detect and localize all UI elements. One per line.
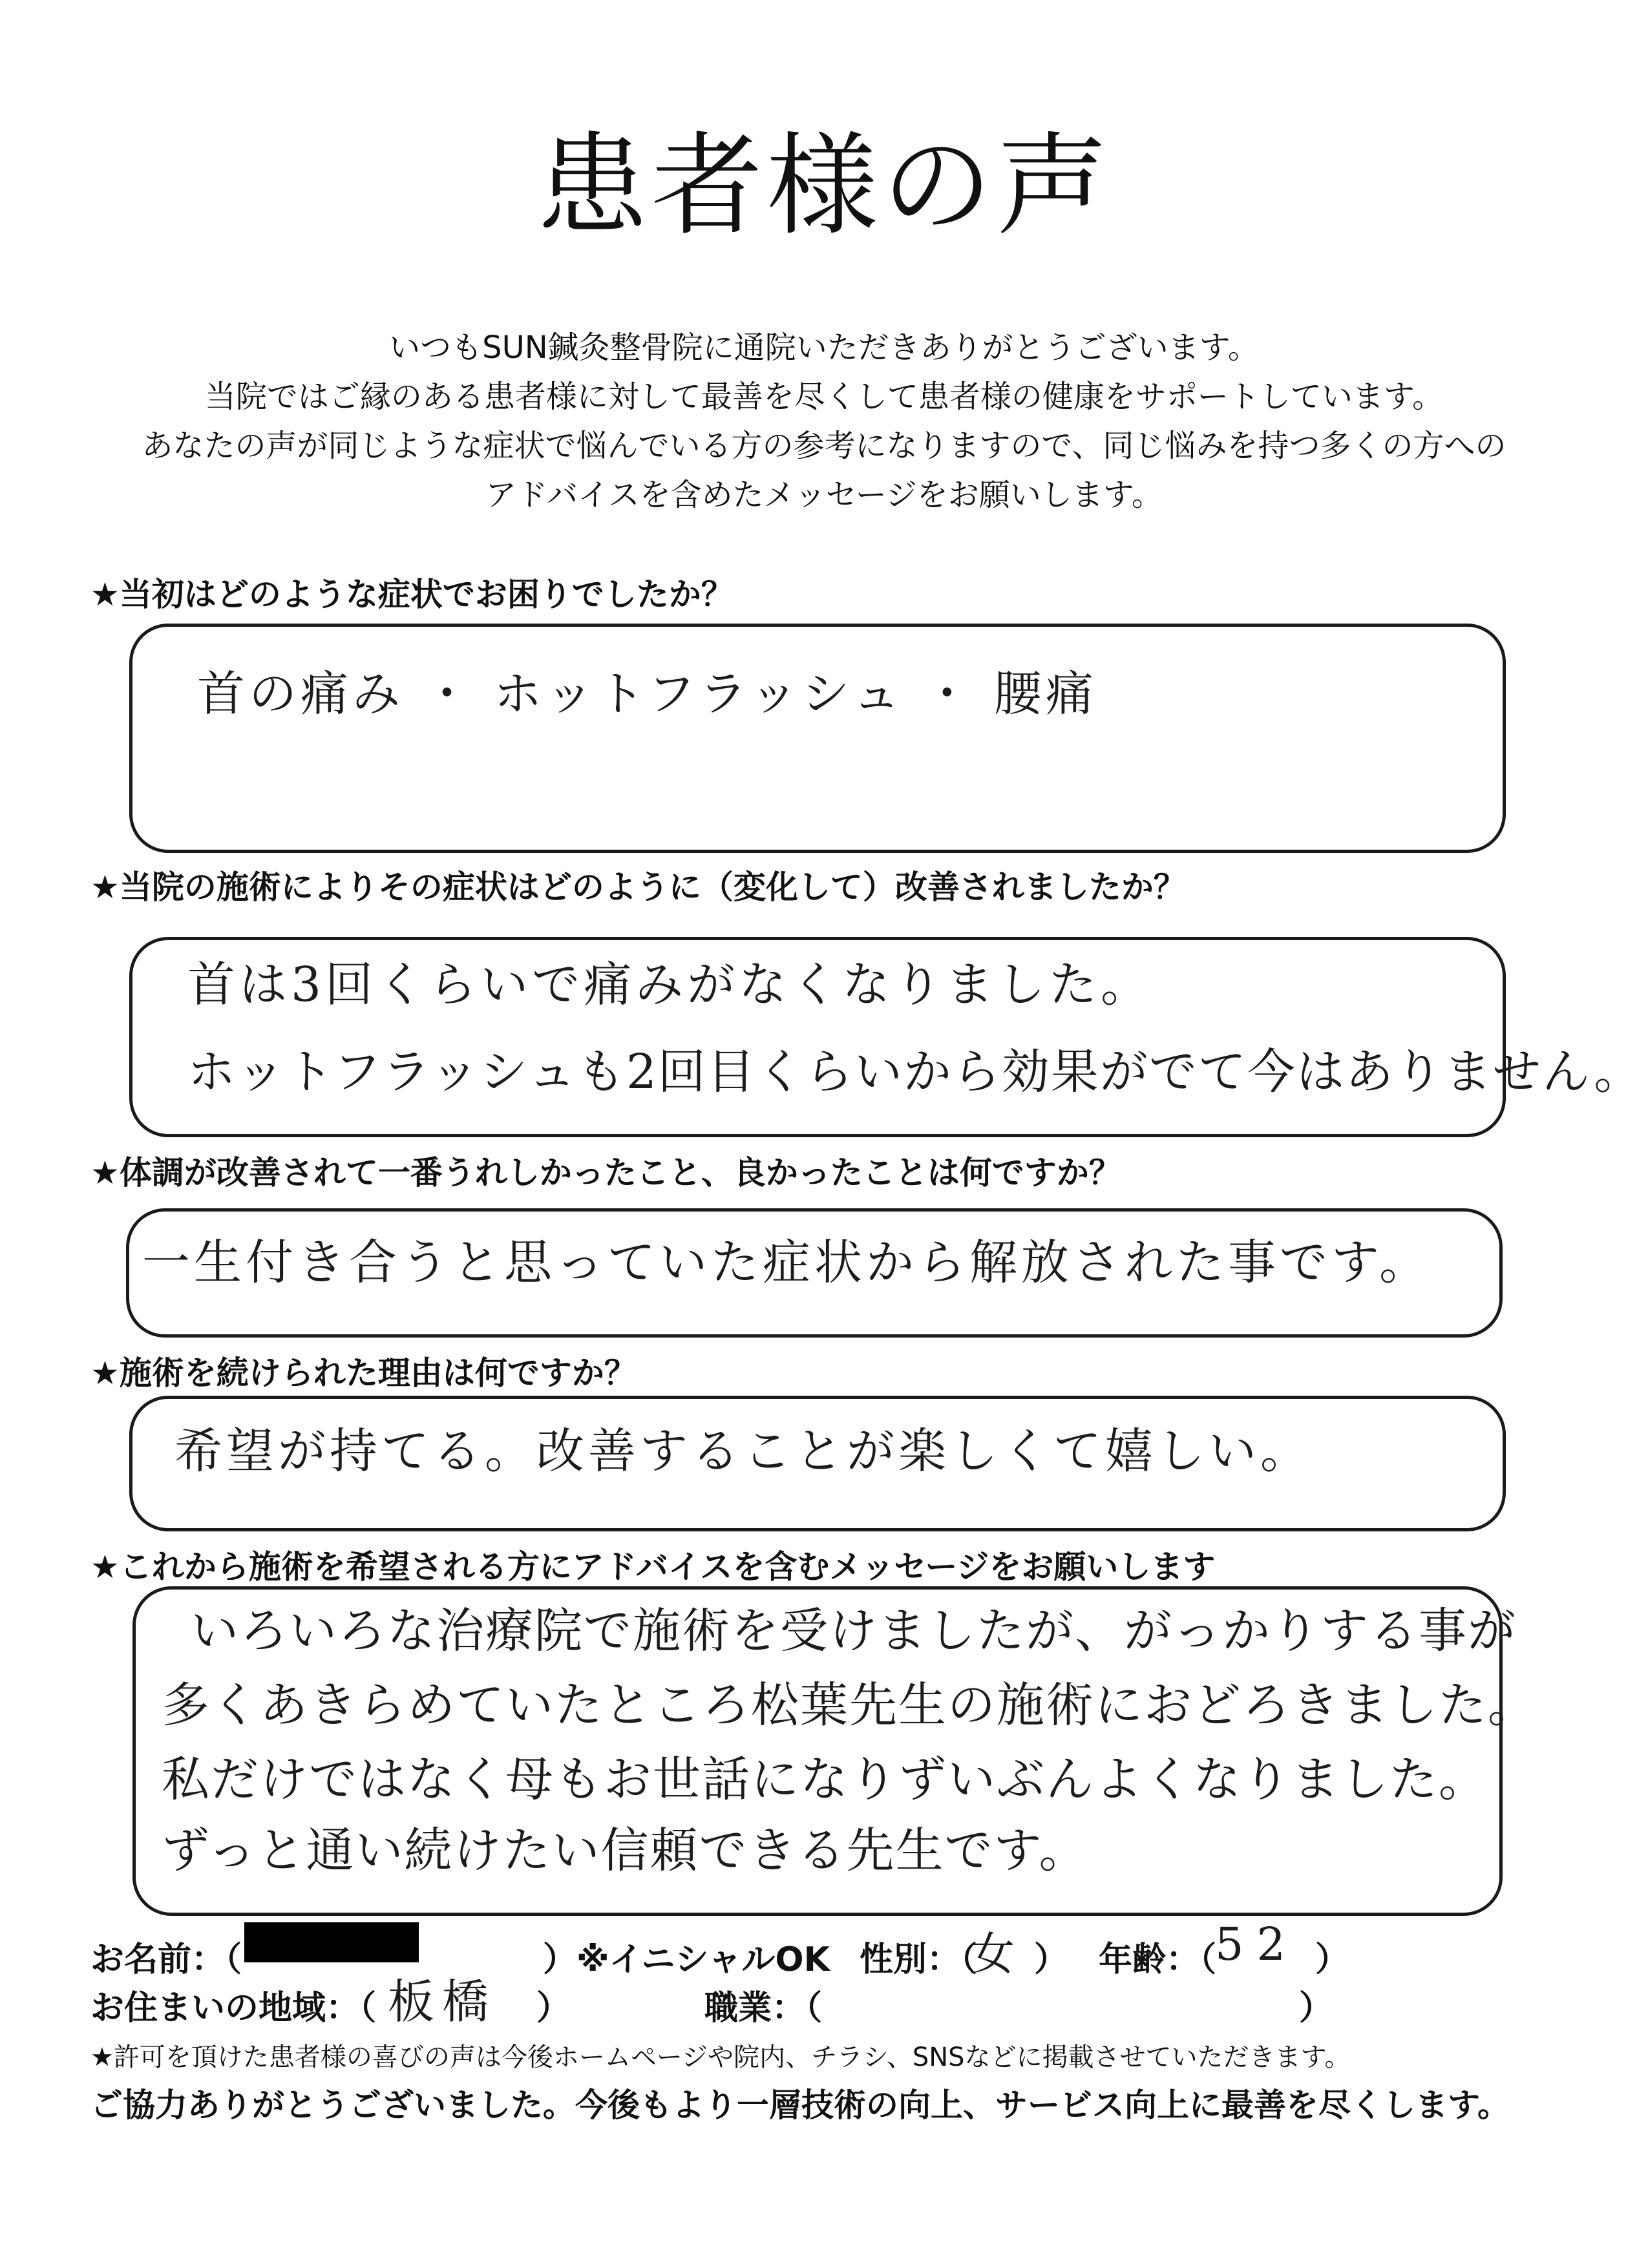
area-label: お住まいの地域：（ xyxy=(90,1989,377,2028)
job-label: 職業：（ xyxy=(704,1989,823,2028)
name-redaction xyxy=(244,1922,419,1962)
gender-close: ） xyxy=(1034,1940,1068,1979)
answer-2-line: 首は3回くらいで痛みがなくなりました。 xyxy=(187,957,1153,1013)
answer-box-1[interactable] xyxy=(129,624,1506,853)
age-close: ） xyxy=(1315,1940,1349,1979)
answer-box-5[interactable] xyxy=(132,1586,1537,1916)
answer-1-line: 首の痛み ・ ホットフラッシュ ・ 腰痛 xyxy=(197,666,1097,722)
name-label: お名前：（ xyxy=(90,1940,242,1979)
answer-box-4[interactable] xyxy=(129,1396,1506,1531)
intro-line: 当院ではご縁のある患者様に対して最善を尽くして患者様の健康をサポートしています。 xyxy=(204,379,1444,415)
question-1-label: ★当初はどのような症状でお困りでしたか？ xyxy=(90,576,734,613)
answer-5-line: 多くあきらめていたところ松葉先生の施術におどろきました。 xyxy=(162,1677,1537,1733)
thanks-message: ご協力ありがとうございました。今後もより一層技術の向上、サービス向上に最善を尽くします。 xyxy=(90,2086,1510,2124)
question-5-label: ★これから施術を希望される方にアドバイスを含むメッセージをお願いします xyxy=(90,1548,1216,1586)
answer-2-line: ホットフラッシュも2回目くらいから効果がでて今はありません。 xyxy=(187,1044,1643,1100)
gender-value[interactable]: 女 xyxy=(969,1927,1019,1980)
answer-5-line: 私だけではなく母もお世話になりずいぶんよくなりました。 xyxy=(162,1752,1488,1807)
answer-4-line: 希望が持てる。改善することが楽しくて嬉しい。 xyxy=(174,1423,1312,1479)
question-2-label: ★当院の施術によりその症状はどのように（変化して）改善されましたか？ xyxy=(90,868,1186,906)
name-suffix: ）※イニシャルOK xyxy=(543,1940,830,1979)
age-label: 年齢：（ xyxy=(1099,1940,1217,1979)
gender-label: 性別：（ xyxy=(860,1940,978,1979)
answer-box-2[interactable] xyxy=(129,937,1643,1137)
area-close: ） xyxy=(536,1989,571,2028)
question-3-label: ★体調が改善されて一番うれしかったこと、良かったことは何ですか？ xyxy=(90,1154,1121,1192)
answer-5-line: ずっと通い続けたい信頼できる先生です。 xyxy=(162,1823,1088,1878)
answer-3-line: 一生付き合うと思っていた症状から解放された事です。 xyxy=(142,1235,1431,1290)
permission-note: ★許可を頂けた患者様の喜びの声は今後ホームページや院内、チラシ、SNSなどに掲載させていただきます。 xyxy=(90,2042,1351,2072)
question-4-label: ★施術を続けられた理由は何ですか？ xyxy=(90,1354,637,1392)
intro-line: アドバイスを含めたメッセージをお願いします。 xyxy=(485,477,1163,513)
answer-box-3[interactable] xyxy=(126,1208,1503,1338)
intro-text xyxy=(65,323,1583,520)
page-title: 患者様の声 xyxy=(536,121,1112,251)
intro-line: いつもSUN鍼灸整骨院に通院いただきありがとうございます。 xyxy=(389,330,1259,366)
answer-5-line: いろいろな治療院で施術を受けましたが、がっかりする事が xyxy=(191,1603,1517,1659)
area-value[interactable]: 板橋 xyxy=(388,1975,497,2029)
job-close: ） xyxy=(1299,1989,1333,2028)
intro-line: あなたの声が同じような症状で悩んでいる方の参考になりますので、同じ悩みを持つ多くの方への xyxy=(142,428,1506,464)
age-value[interactable]: 52 xyxy=(1215,1918,1299,1971)
